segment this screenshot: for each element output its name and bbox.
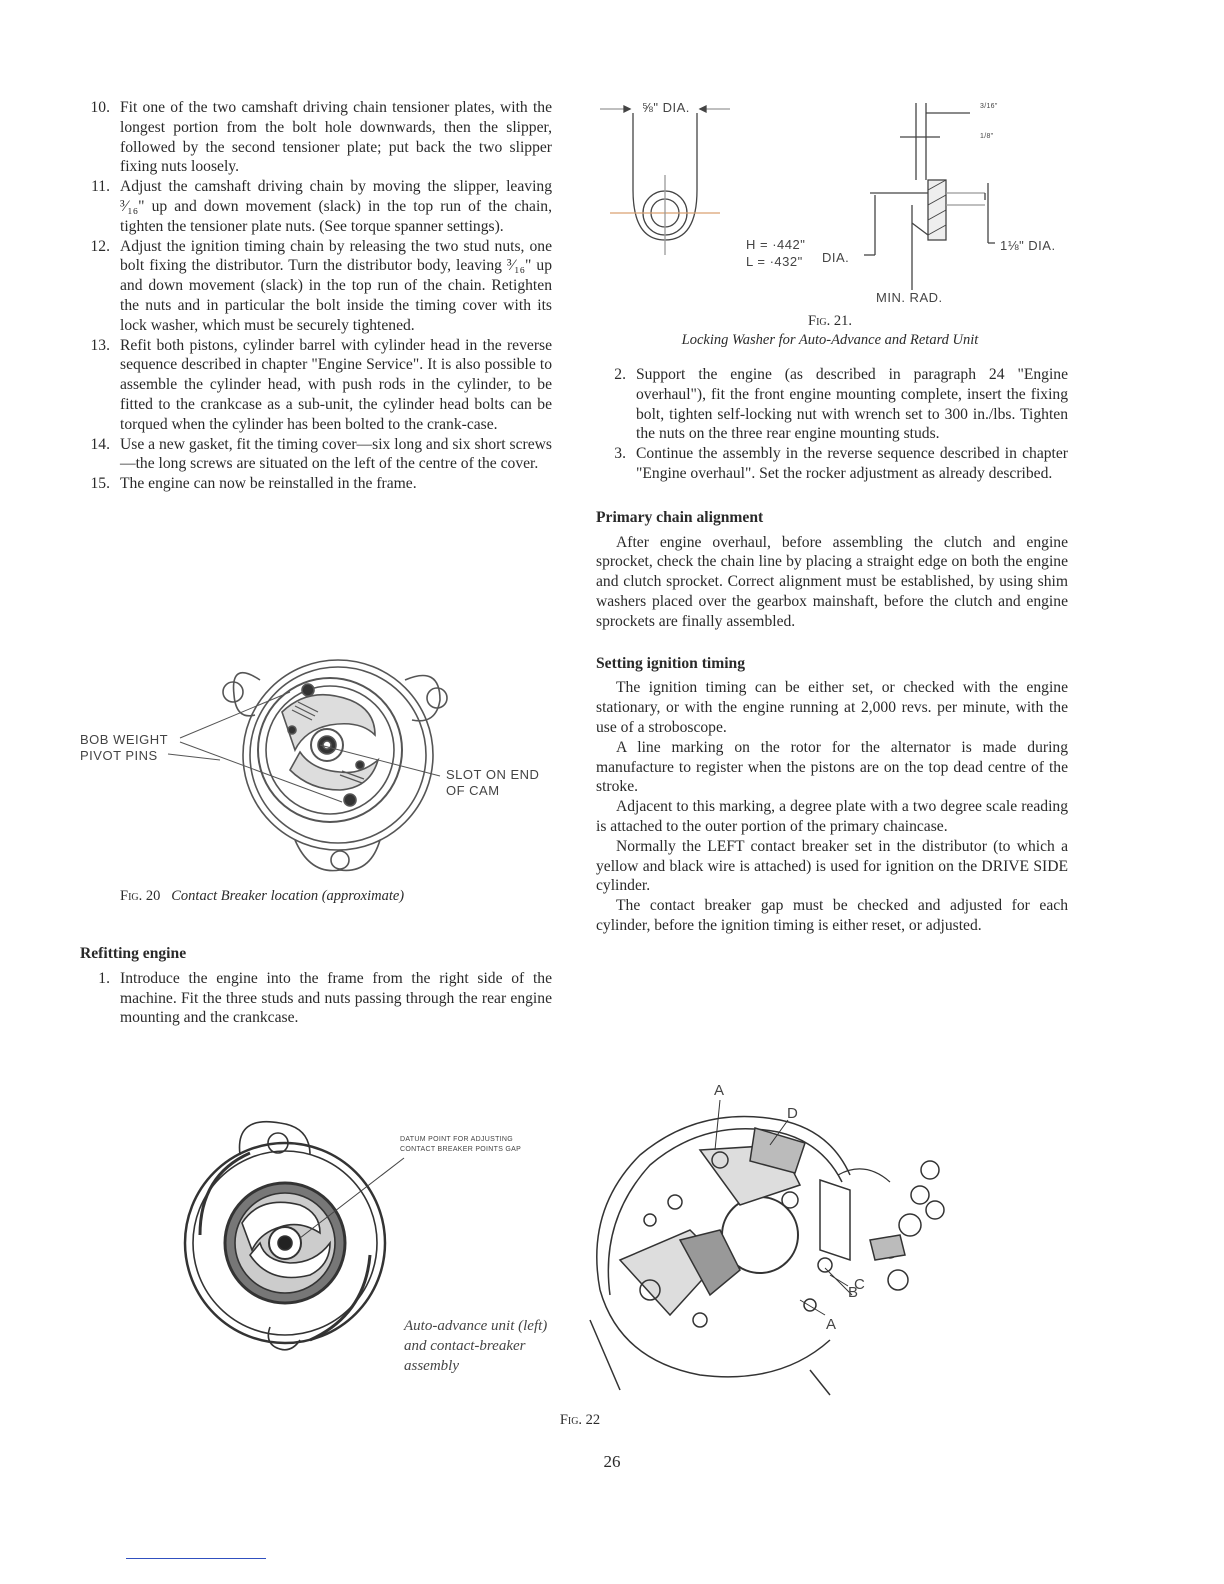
step-text: Use a new gasket, fit the timing cover—six long and six short screws—the long screws are situated on the left of the centre of the cover. bbox=[120, 435, 552, 473]
step-text: Introduce the engine into the frame from the right side of the machine. Fit the three studs and nuts passing through the rear engine mounting and the crankcase. bbox=[120, 969, 552, 1027]
fig21-dim-a: 3/16" bbox=[980, 103, 998, 110]
fig22-handwritten-caption-2: and contact-breaker bbox=[404, 1338, 526, 1354]
fig21-h-value: H = ·442" bbox=[746, 237, 806, 252]
ignition-timing-heading: Setting ignition timing bbox=[596, 654, 746, 672]
fig20-label-of-cam: OF CAM bbox=[446, 783, 500, 798]
step-number: 2. bbox=[614, 366, 626, 383]
fig22-contact-breaker-illustration bbox=[580, 1090, 980, 1400]
step-number: 3. bbox=[614, 445, 626, 463]
step-text: Support the engine (as described in paragraph 24 "Engine overhaul"), fit the front engine mounting complete, insert the fixing bolt, tighten self-locking nut with wrench set to 300 in./lbs. Tighten the nuts on the three rear engine mounting studs. bbox=[636, 366, 1068, 443]
paragraph: The ignition timing can be either set, or checked with the engine stationary, or with the engine running at 2,000 revs. per minute, with the use of a stroboscope. bbox=[596, 679, 1068, 736]
fig21-number-text: Fig. 21. bbox=[808, 313, 852, 329]
step-text: Adjust the camshaft driving chain by moving the slipper, leaving ³⁄₁₆" up and down movement (slack) in the top run of the chain, tighten the tensioner plate nuts. (See torque spanner settings). bbox=[120, 178, 552, 235]
footer-rule bbox=[126, 1558, 266, 1559]
fig21-l-value: L = ·432" bbox=[746, 254, 803, 269]
fig22-letter-a-bottom: A bbox=[826, 1316, 837, 1333]
fig21-min-rad: MIN. RAD. bbox=[876, 290, 943, 305]
fig21-dim-b: 1/8" bbox=[980, 133, 994, 140]
step-text: Adjust the ignition timing chain by releasing the two stud nuts, one bolt fixing the distributor. Turn the distributor body, leaving ³⁄₁₆" up and down movement (slack) in the top run of the chain. Retighten the nuts and in particular the bolt inside the timing cover with its lock washer, which must be securely tightened. bbox=[120, 237, 552, 334]
paragraph: A line marking on the rotor for the alternator is made during manufacture to register when the pistons are on the top dead centre of the stroke. bbox=[596, 738, 1068, 796]
step-number: 12. bbox=[90, 237, 110, 255]
fig22-datum-line-1: DATUM POINT FOR ADJUSTING bbox=[400, 1136, 514, 1143]
step-number: 1. bbox=[98, 969, 110, 987]
step-text: Fit one of the two camshaft driving chain tensioner plates, with the longest portion from the bolt hole downwards, then the slipper, followed by the second tensioner plate; put back the two slipper fixing nuts loosely. bbox=[120, 99, 552, 176]
paragraph: After engine overhaul, before assembling the clutch and engine sprocket, check the chain line by placing a straight edge on both the engine and clutch sprocket. Correct alignment must be established, by using shim washers placed over the gearbox mainshaft, before the clutch and engine sprockets are finally assembled. bbox=[596, 533, 1068, 630]
fig20-label-bob-weight: BOB WEIGHT bbox=[80, 732, 169, 747]
fig22-letter-c: C bbox=[854, 1276, 866, 1293]
fig21-dia-top: ⅝" DIA. bbox=[642, 100, 690, 115]
fig22-handwritten-caption-3: assembly bbox=[404, 1358, 459, 1374]
step-text: Refit both pistons, cylinder barrel with cylinder head in the reverse sequence described in chapter "Engine Service". It is also possible to assemble the cylinder head, with push rods in the cylinder, to be fitted to the crankcase as a sub-unit, the cylinder head bolts can be torqued when the cylinder has been bolted to the crank-case. bbox=[120, 336, 552, 433]
fig22-datum-line-2: CONTACT BREAKER POINTS GAP bbox=[400, 1146, 522, 1153]
step-text: The engine can now be reinstalled in the frame. bbox=[120, 475, 417, 493]
refitting-heading: Refitting engine bbox=[80, 945, 187, 962]
step-text: Continue the assembly in the reverse sequence described in chapter "Engine overhaul". Set the rocker adjustment as already described. bbox=[636, 445, 1068, 482]
fig22-number bbox=[520, 1412, 640, 1429]
fig21-dia-mid: DIA. bbox=[822, 250, 850, 265]
fig21-dia-right: 1⅛" DIA. bbox=[1000, 238, 1056, 253]
fig20-label-slot-on-end: SLOT ON END bbox=[446, 767, 540, 782]
fig22-letter-b-label: B bbox=[848, 1284, 859, 1301]
primary-chain-heading: Primary chain alignment bbox=[596, 508, 764, 526]
step-number: 15. bbox=[90, 475, 110, 493]
fig20-caption-text: Contact Breaker location (approximate) bbox=[171, 888, 405, 904]
fig20-label-pivot-pins: PIVOT PINS bbox=[80, 748, 158, 763]
step-number: 14. bbox=[90, 435, 110, 453]
paragraph: Normally the LEFT contact breaker set in the distributor (to which a yellow and black wire is attached) is used for ignition on the DRIVE SIDE cylinder. bbox=[596, 837, 1068, 895]
page-number: 26 bbox=[603, 1452, 621, 1471]
fig20-number: Fig. 20 bbox=[120, 888, 161, 904]
fig22-letter-d: D bbox=[787, 1105, 799, 1122]
fig21-caption-text: Locking Washer for Auto-Advance and Retard Unit bbox=[681, 332, 979, 348]
paragraph: Adjacent to this marking, a degree plate with a two degree scale reading is attached to the outer portion of the primary chaincase. bbox=[596, 798, 1068, 835]
fig22-letter-a-top: A bbox=[714, 1082, 725, 1099]
paragraph: The contact breaker gap must be checked and adjusted for each cylinder, before the ignition timing is either reset, or adjusted. bbox=[596, 897, 1068, 934]
fig22-number-text: Fig. 22 bbox=[559, 1412, 601, 1428]
step-number: 13. bbox=[90, 336, 110, 354]
step-number: 10. bbox=[90, 99, 110, 116]
fig22-handwritten-caption-1: Auto-advance unit (left) bbox=[404, 1318, 548, 1334]
step-number: 11. bbox=[91, 178, 110, 196]
